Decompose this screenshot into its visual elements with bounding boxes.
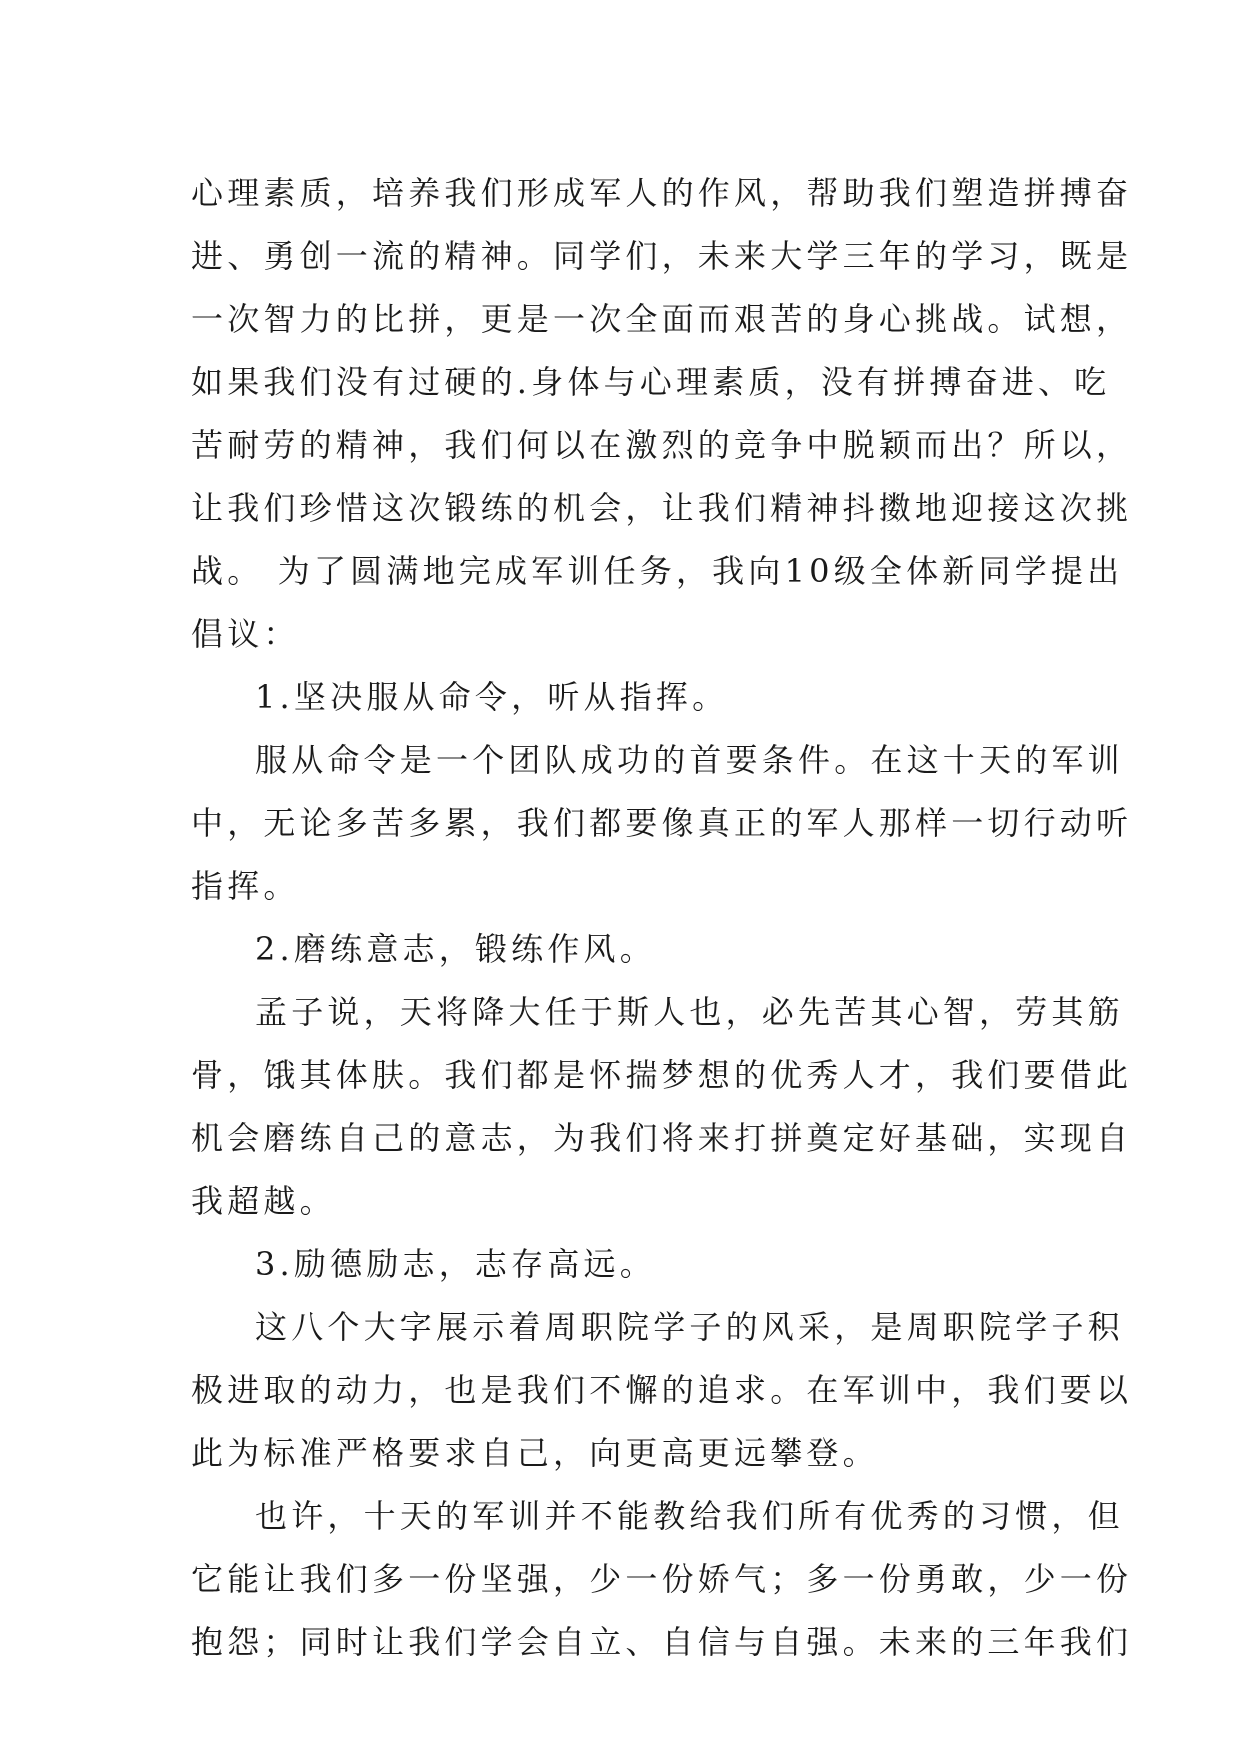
text-line: 心理素质，培养我们形成军人的作风，帮助我们塑造拼搏奋 bbox=[191, 174, 1133, 212]
text-line: 机会磨练自己的意志，为我们将来打拼奠定好基础，实现自 bbox=[191, 1119, 1133, 1157]
paragraph-start: 这八个大字展示着周职院学子的风采，是周职院学子积 bbox=[255, 1308, 1124, 1346]
document-body bbox=[191, 162, 1133, 1674]
text-line: 我超越。 bbox=[191, 1182, 336, 1220]
list-item-heading: 2.磨练意志，锻练作风。 bbox=[255, 930, 656, 968]
paragraph-start: 也许，十天的军训并不能教给我们所有优秀的习惯，但 bbox=[255, 1497, 1124, 1535]
text-line: 极进取的动力，也是我们不懈的追求。在军训中，我们要以 bbox=[191, 1371, 1133, 1409]
list-item-heading: 3.励德励志，志存高远。 bbox=[255, 1245, 656, 1283]
text-line: 指挥。 bbox=[191, 867, 300, 905]
list-item-heading: 1.坚决服从命令，听从指挥。 bbox=[255, 678, 729, 716]
text-line: 苦耐劳的精神，我们何以在激烈的竞争中脱颖而出？所以， bbox=[191, 426, 1133, 464]
text-line: 此为标准严格要求自己，向更高更远攀登。 bbox=[191, 1434, 879, 1472]
paragraph-start: 孟子说，天将降大任于斯人也，必先苦其心智，劳其筋 bbox=[255, 993, 1124, 1031]
text-line: 进、勇创一流的精神。同学们，未来大学三年的学习，既是 bbox=[191, 237, 1133, 275]
text-line: 抱怨；同时让我们学会自立、自信与自强。未来的三年我们 bbox=[191, 1623, 1133, 1661]
paragraph-start: 服从命令是一个团队成功的首要条件。在这十天的军训 bbox=[255, 741, 1124, 779]
text-line: 倡议： bbox=[191, 615, 300, 653]
text-line: 一次智力的比拼，更是一次全面而艰苦的身心挑战。试想， bbox=[191, 300, 1133, 338]
text-line: 骨，饿其体肤。我们都是怀揣梦想的优秀人才，我们要借此 bbox=[191, 1056, 1133, 1094]
text-line: 让我们珍惜这次锻练的机会，让我们精神抖擞地迎接这次挑 bbox=[191, 489, 1133, 527]
text-line: 中，无论多苦多累，我们都要像真正的军人那样一切行动听 bbox=[191, 804, 1133, 842]
text-line: 它能让我们多一份坚强，少一份娇气；多一份勇敢，少一份 bbox=[191, 1560, 1133, 1598]
text-line: 战。 为了圆满地完成军训任务，我向10级全体新同学提出 bbox=[191, 552, 1124, 590]
text-line: 如果我们没有过硬的.身体与心理素质，没有拼搏奋进、吃 bbox=[191, 363, 1111, 401]
